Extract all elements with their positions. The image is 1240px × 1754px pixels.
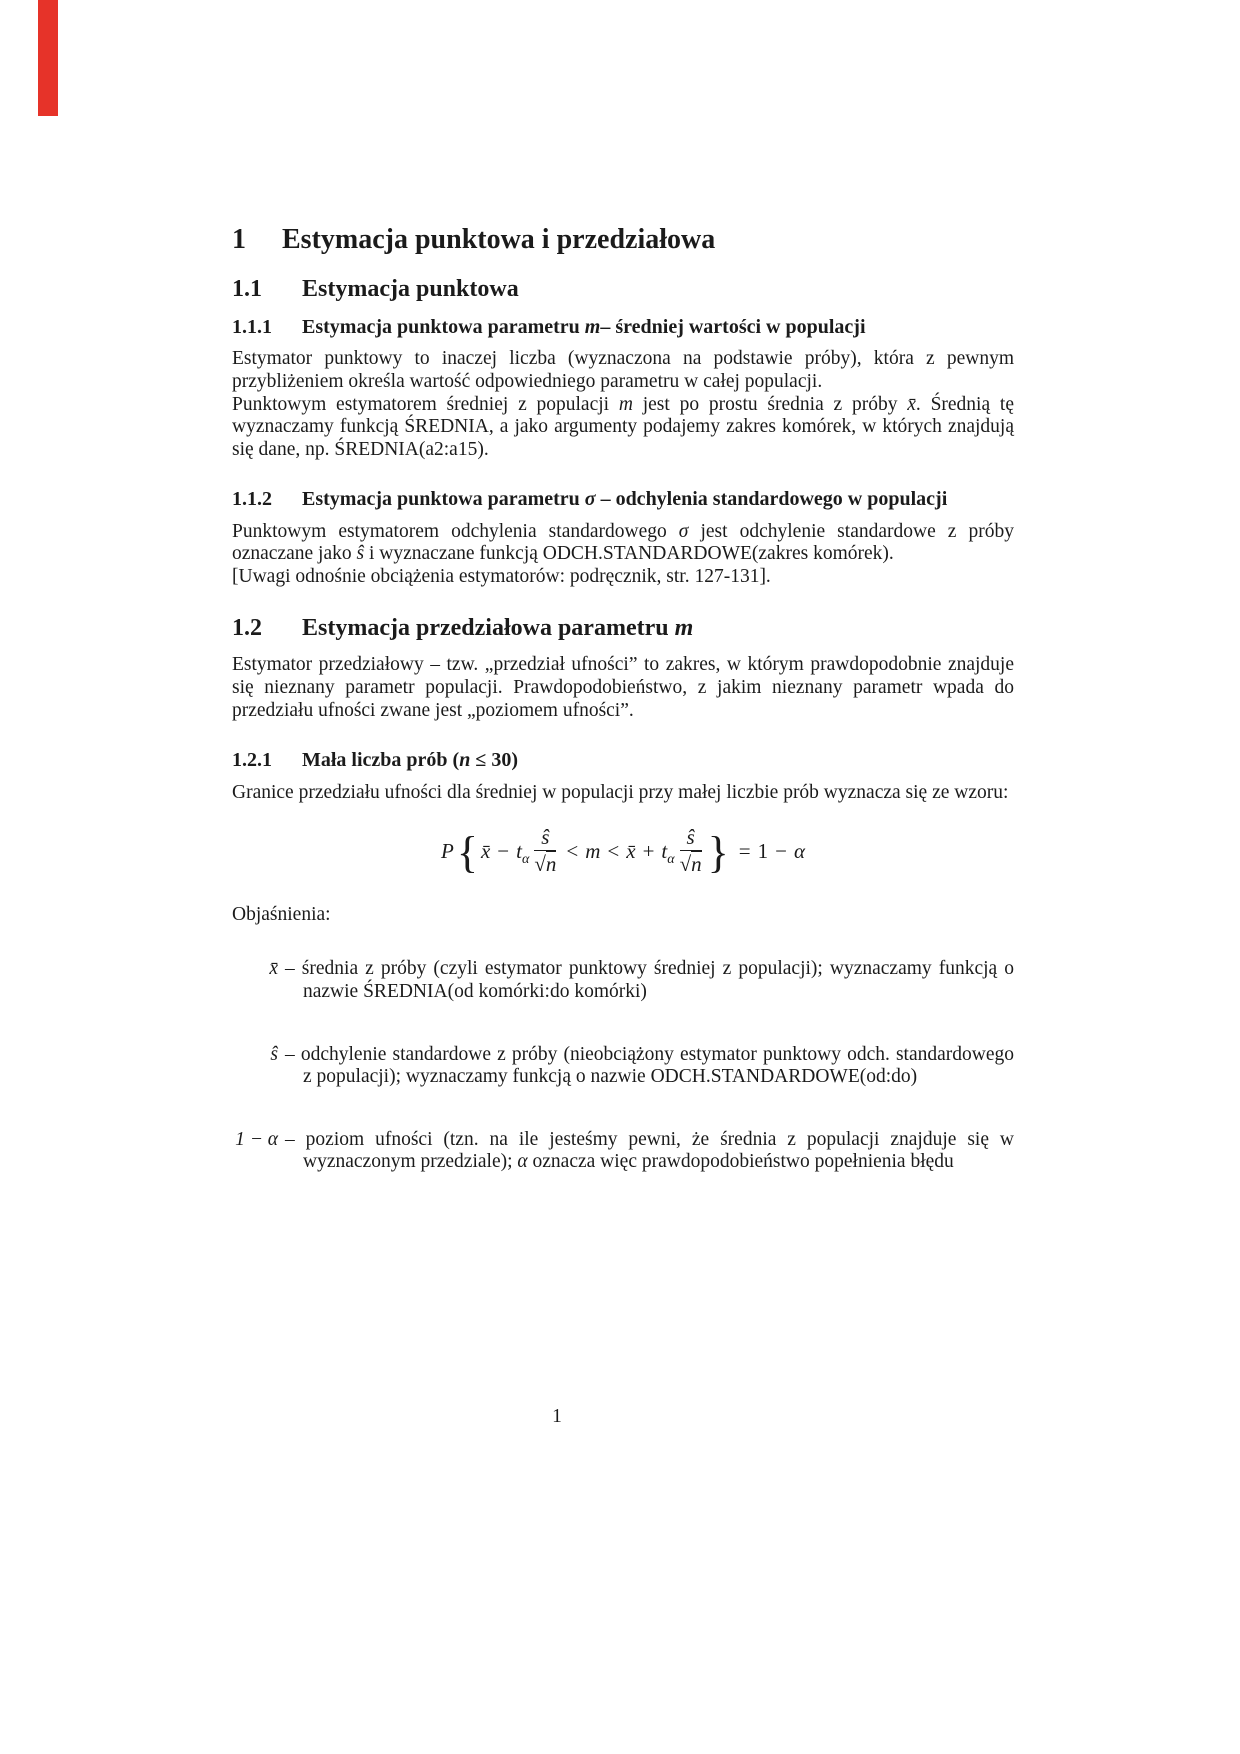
subsubsection-number: 1.1.2 <box>232 488 272 511</box>
term-symbol-xbar: x̄ <box>269 958 278 980</box>
text-run: Objaśnienia: <box>232 904 331 926</box>
text-run: – poziom ufności (tzn. na ile jesteśmy pewni, że średnia z populacji znajduje się w wyznaczonym przedziale); <box>285 1128 1014 1173</box>
subsection-title-text: Estymacja punktowa <box>302 276 519 303</box>
math-var-m: m <box>584 316 601 339</box>
math-equals: = <box>738 839 751 864</box>
paragraph <box>232 348 1014 393</box>
text-run: Punktowym estymatorem średniej z populacji <box>232 393 619 415</box>
text-run: Punktowym estymatorem odchylenia standardowego <box>232 520 679 542</box>
subsection-title-text <box>302 615 1014 642</box>
text-run: jest po prostu średnia z próby <box>632 393 908 415</box>
explanation-item-shat <box>232 1044 1014 1089</box>
math-s-hat: ŝ <box>680 826 702 851</box>
math-s-hat: ŝ <box>534 826 556 851</box>
text-run: ≤ 30) <box>470 749 518 772</box>
math-var-shat: ŝ <box>356 543 365 565</box>
math-sqrt-n <box>534 851 556 876</box>
section-number: 1 <box>232 224 246 255</box>
subsubsection-title-text <box>302 316 892 339</box>
math-minus: − <box>775 839 787 864</box>
term-symbol-shat: ŝ <box>270 1043 278 1065</box>
paragraph <box>232 521 1014 566</box>
bracket-note <box>232 566 1014 589</box>
math-sqrt-n <box>680 851 702 876</box>
page-content <box>232 224 1014 1174</box>
explanations-label <box>232 904 1014 926</box>
text-run: . Średnią tę wyznaczamy funkcją ŚREDNIA, a jako argumenty podajemy zakres komórek, w których znajdują się dane, np. ŚREDNIA(a2:a15). <box>232 393 1014 460</box>
math-n: n <box>545 852 557 877</box>
math-minus: − <box>497 839 510 864</box>
text-run: Estymacja punktowa parametru <box>302 488 585 511</box>
text-run: Estymator przedziałowy – tzw. „przedział ufności” to zakres, w którym prawdopodobnie znajduje się nieznany parametr populacji. Prawdopodobieństwo, z jakim nieznany parametr wpada do przedziału ufności zwane jest „poziomem ufności”. <box>232 654 1014 721</box>
term-description <box>285 958 1014 1003</box>
text-run: – odchylenia standardowego w populacji <box>595 488 948 511</box>
math-var-m: m <box>618 393 633 415</box>
text-run: [Uwagi odnośnie obciążenia estymatorów: podręcznik, str. 127-131]. <box>232 566 771 587</box>
math-t: t <box>516 839 522 864</box>
text-run: Estymator punktowy to inaczej liczba (wyznaczona na podstawie próby), która z pewnym przybliżeniem określa wartość odpowiedniego parametru w całej populacji. <box>232 348 1014 393</box>
math-fraction-s-over-sqrt-n <box>680 826 702 876</box>
math-var-xbar: x̄ <box>907 393 916 415</box>
math-alpha: α <box>793 839 805 864</box>
text-run: Estymacja punktowa parametru <box>302 316 585 339</box>
section-heading-1 <box>232 224 1014 256</box>
subsection-heading-1-1 <box>232 276 1014 303</box>
paragraph <box>232 394 1014 462</box>
text-run: Mała liczba prób ( <box>302 749 460 772</box>
math-t-alpha <box>661 839 675 868</box>
math-var-m: m <box>674 614 694 641</box>
page-number: 1 <box>552 1406 562 1427</box>
text-run: – odchylenie standardowe z próby (nieobciążony estymator punktowy odch. standardowego z populacji); wyznaczamy funkcją o nazwie ODCH.STANDARDOWE(od:do) <box>285 1043 1014 1088</box>
explanations-list <box>232 958 1014 1174</box>
subsection-number: 1.1 <box>232 276 262 303</box>
text-run: i wyznaczane funkcją ODCH.STANDARDOWE(zakres komórek). <box>364 543 894 565</box>
math-alpha-subscript: α <box>521 852 530 868</box>
math-t-alpha <box>516 839 530 868</box>
section-title-text: Estymacja punktowa i przedziałowa <box>282 224 716 255</box>
math-P: P <box>441 839 454 864</box>
math-fraction-s-over-sqrt-n <box>534 826 556 876</box>
subsubsection-heading-1-2-1 <box>232 749 1014 772</box>
paragraph <box>232 654 1014 722</box>
text-run: – średnia z próby (czyli estymator punktowy średniej z populacji); wyznaczamy funkcją o nazwie ŚREDNIA(od komórki:do komórki) <box>285 958 1014 1002</box>
paragraph <box>232 782 1014 805</box>
sqrt-sign: √ <box>534 852 546 877</box>
subsubsection-number: 1.1.1 <box>232 316 272 339</box>
text-run: Granice przedziału ufności dla średniej w populacji przy małej liczbie prób wyznacza się ze wzoru: <box>232 781 1009 803</box>
subsubsection-title-text <box>302 488 1014 511</box>
math-n: n <box>691 852 702 877</box>
subsubsection-heading-1-1-2 <box>232 488 1014 511</box>
subsection-heading-1-2 <box>232 615 1014 642</box>
scan-artifact-red-strip <box>38 0 58 116</box>
term-symbol-one-minus-alpha: 1 − α <box>235 1128 278 1150</box>
math-xbar: x̄ <box>626 839 636 864</box>
math-t: t <box>661 839 668 864</box>
text-run: Estymacja przedziałowa parametru <box>302 614 675 641</box>
math-less-than: < <box>566 839 579 864</box>
term-description <box>285 1044 1014 1089</box>
math-xbar: x̄ <box>480 839 491 864</box>
math-var-sigma: σ <box>584 488 596 511</box>
math-m: m <box>585 839 601 864</box>
confidence-interval-formula <box>232 825 1014 878</box>
math-var-n: n <box>459 749 471 772</box>
subsubsection-heading-1-1-1 <box>232 316 1014 339</box>
text-run: – średniej wartości w populacji <box>600 316 866 339</box>
math-var-alpha: α <box>517 1151 528 1173</box>
subsubsection-title-text <box>302 749 1014 772</box>
math-close-brace: } <box>707 828 729 878</box>
explanation-item-xbar <box>232 958 1014 1003</box>
math-open-brace: { <box>456 828 478 878</box>
math-var-sigma: σ <box>678 520 689 542</box>
subsubsection-number: 1.2.1 <box>232 749 272 772</box>
text-run: oznacza więc prawdopodobieństwo popełnienia błędu <box>527 1151 954 1173</box>
subsection-number: 1.2 <box>232 614 262 641</box>
explanation-item-confidence-level <box>232 1129 1014 1174</box>
math-alpha-subscript: α <box>667 852 675 868</box>
term-description <box>285 1129 1014 1174</box>
math-one: 1 <box>757 839 769 864</box>
math-plus: + <box>642 839 655 864</box>
sqrt-sign: √ <box>679 852 692 877</box>
text-run: jest odchylenie standardowe z próby oznaczane jako <box>232 520 1014 565</box>
math-less-than: < <box>607 839 620 864</box>
